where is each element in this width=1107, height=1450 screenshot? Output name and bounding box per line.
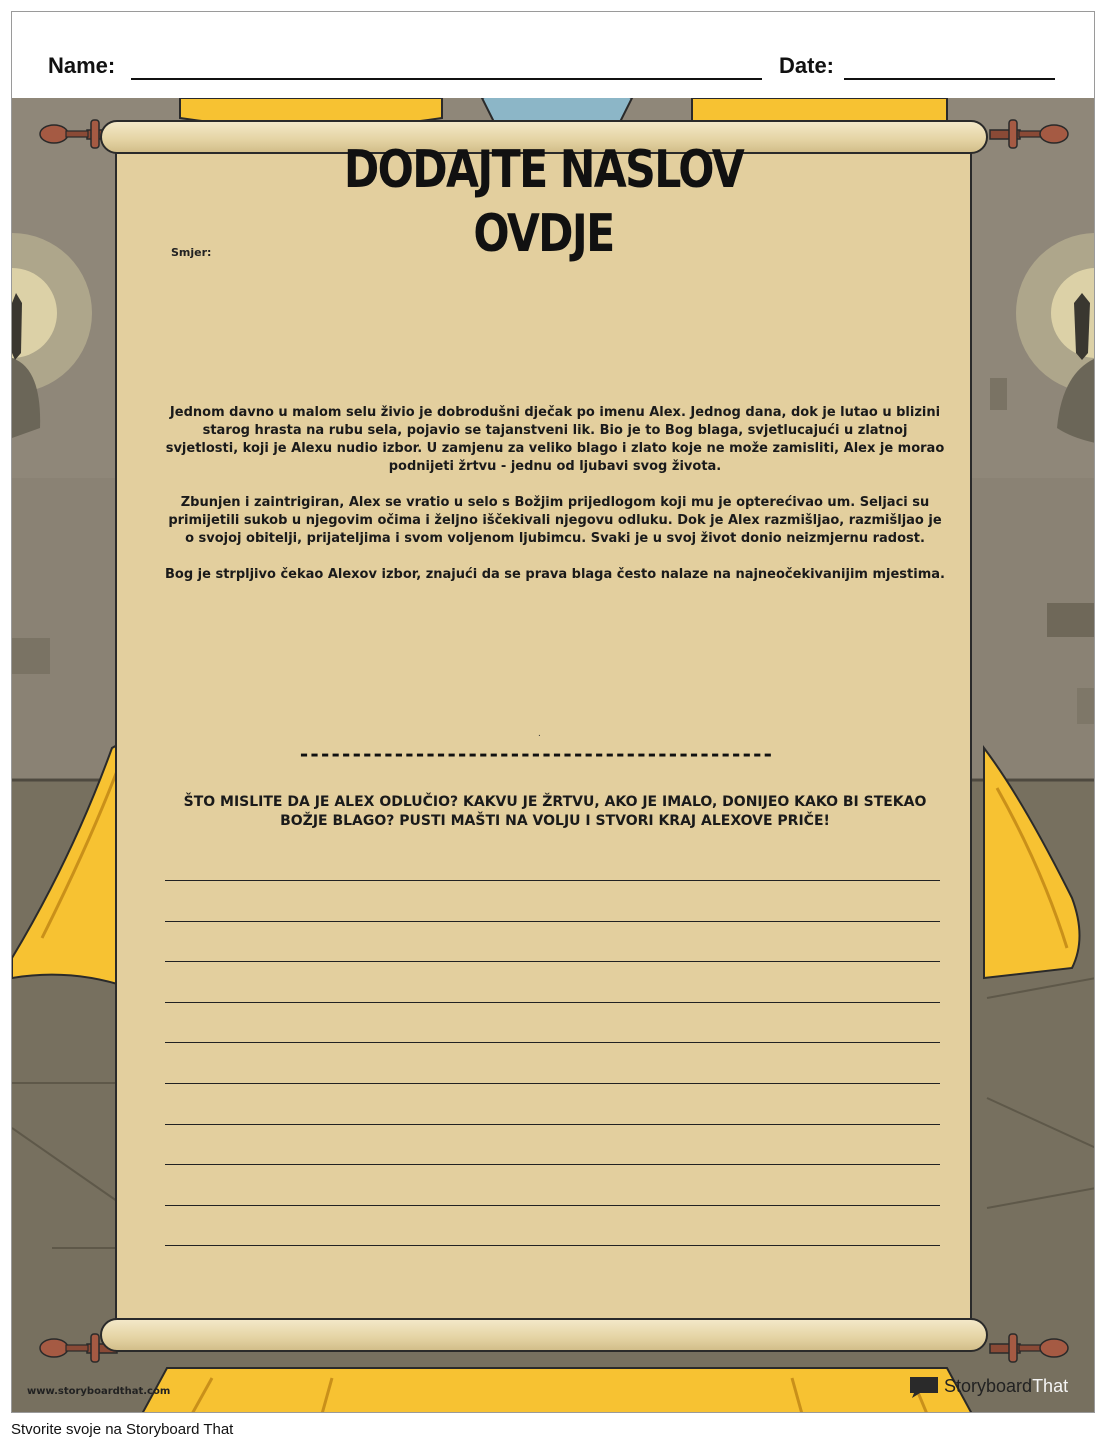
- direction-label: Smjer:: [171, 246, 212, 259]
- footer-text: Stvorite svoje na Storyboard That: [11, 1421, 234, 1438]
- question-line-1: ŠTO MISLITE DA JE ALEX ODLUČIO? KAKVU JE ŽRTVU, AKO JE IMALO, DONIJEO KAKO BI STEKAO: [183, 794, 927, 810]
- date-field[interactable]: [844, 78, 1055, 80]
- small-dot: .: [538, 728, 541, 739]
- answer-line[interactable]: [165, 1205, 940, 1206]
- answer-line[interactable]: [165, 880, 940, 881]
- parchment-scroll: [115, 137, 972, 1322]
- scroll-bottom-roll: [100, 1318, 988, 1352]
- answer-line[interactable]: [165, 1083, 940, 1084]
- story-text: [165, 404, 945, 602]
- site-url: www.storyboardthat.com: [27, 1386, 171, 1397]
- story-paragraph: Zbunjen i zaintrigiran, Alex se vratio u selo s Božjim prijedlogom koji mu je opterećivao um. Seljaci su primijetili sukob u njegovim očima i željno iščekivali njegovu odluku. Dok je Alex razmišljao, razmišljao je o svojoj obitelji, prijateljima i svom voljenom ljubimcu. Svaki je u svoj život donio neizmjernu radost.: [168, 495, 942, 546]
- question-prompt: [165, 793, 945, 831]
- answer-line[interactable]: [165, 1002, 940, 1003]
- title-line-1: DODAJTE NASLOV: [343, 140, 744, 200]
- logo-text: StoryboardThat: [944, 1376, 1069, 1396]
- date-label: Date:: [779, 53, 835, 78]
- name-field[interactable]: [131, 78, 762, 80]
- speech-bubble-icon: [908, 1375, 940, 1399]
- story-paragraph: Jednom davno u malom selu živio je dobrodušni dječak po imenu Alex. Jednog dana, dok je lutao u blizini starog hrasta na rubu sela, pojavio se tajanstveni lik. Bio je to Bog blaga, svjetlucajući u zlatnoj svjetlosti, koji je Alexu nudio izbor. U zamjenu za veliko blago i zlato koje ne može zamisliti, Alex je morao podnijeti žrtvu - jednu od ljubavi svog života.: [165, 405, 945, 474]
- dashed-separator: ---------------------------------------------: [298, 742, 773, 766]
- name-label: Name:: [48, 53, 116, 78]
- answer-line[interactable]: [165, 1124, 940, 1125]
- story-paragraph: Bog je strpljivo čekao Alexov izbor, znajući da se prava blaga često nalaze na najneočekivanijim mjestima.: [165, 567, 945, 582]
- worksheet-title[interactable]: [192, 138, 895, 266]
- answer-line[interactable]: [165, 1042, 940, 1043]
- answer-line[interactable]: [165, 1164, 940, 1165]
- answer-line[interactable]: [165, 1245, 940, 1246]
- answer-line[interactable]: [165, 961, 940, 962]
- name-date-bar: [12, 12, 1094, 98]
- answer-line[interactable]: [165, 921, 940, 922]
- question-line-2: BOŽJE BLAGO? PUSTI MAŠTI NA VOLJU I STVORI KRAJ ALEXOVE PRIČE!: [280, 813, 830, 829]
- title-line-2: OVDJE: [473, 204, 614, 264]
